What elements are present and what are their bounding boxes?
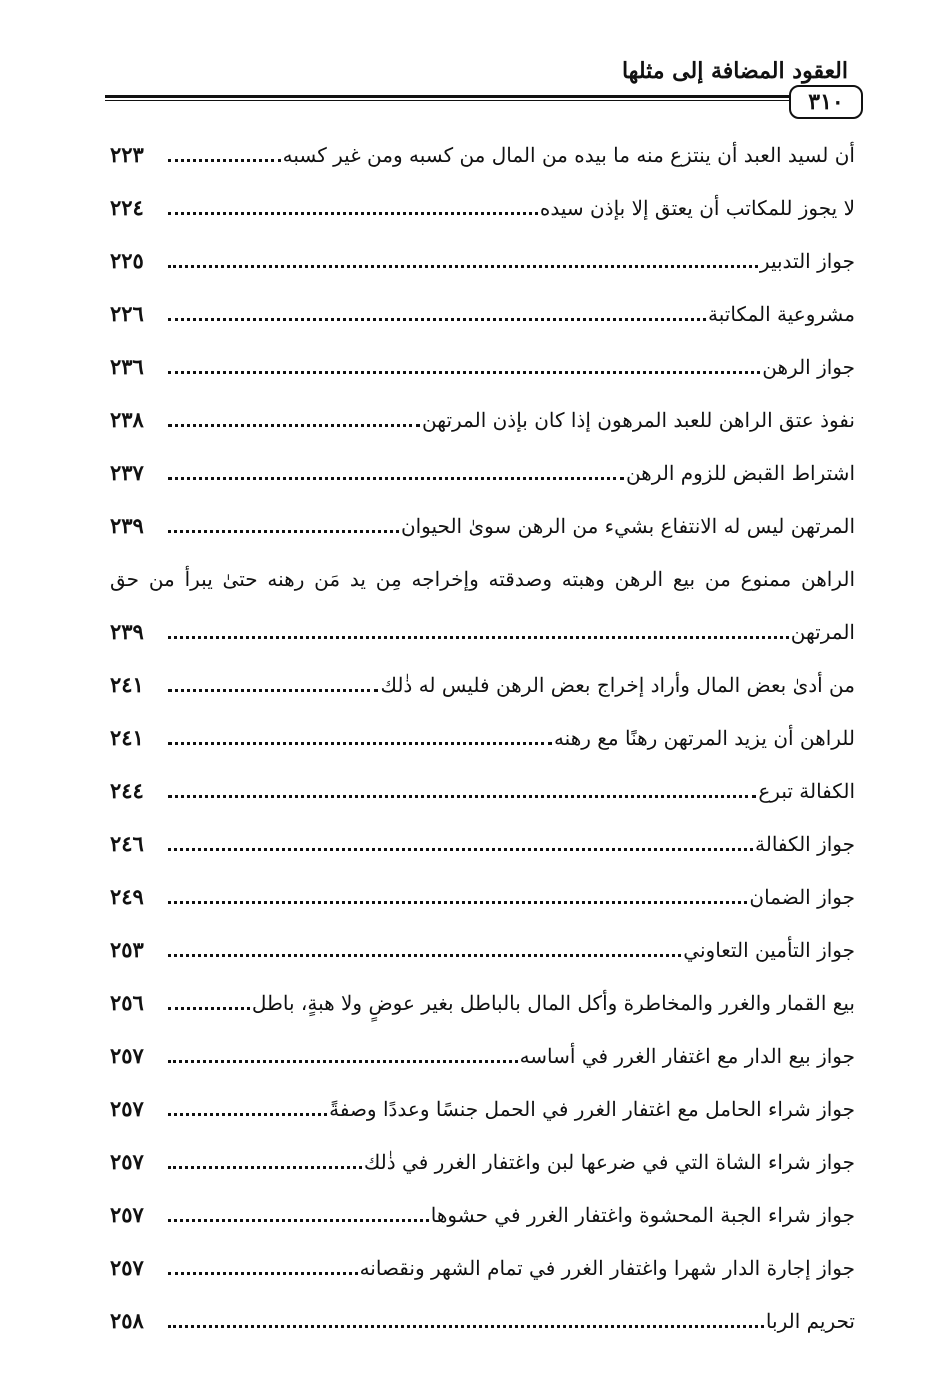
toc-entry-title: الكفالة تبرع: [758, 778, 855, 803]
toc-entry-title: من أدىٰ بعض المال وأراد إخراج بعض الرهن فليس له ذٰلك: [380, 672, 855, 697]
toc-entry: [110, 128, 855, 181]
toc-entry-page: ٢٢٥: [110, 248, 144, 273]
dot-leader: [168, 530, 399, 533]
toc-entry-page: ٢٣٨: [110, 407, 144, 432]
toc-entry-page: ٢٥٦: [110, 990, 144, 1015]
toc-entry-title: لا يجوز للمكاتب أن يعتق إلا بإذن سيده: [539, 195, 855, 220]
toc-entry: [110, 1029, 855, 1082]
toc-entry-title: مشروعية المكاتبة: [708, 301, 855, 326]
toc-entry: [110, 287, 855, 340]
toc-entry-title: نفوذ عتق الراهن للعبد المرهون إذا كان بإذن المرتهن: [422, 407, 855, 432]
dot-leader: [168, 901, 747, 904]
toc-entry: [110, 234, 855, 287]
toc-entry-title: جواز الكفالة: [755, 831, 855, 856]
toc-entry-page: ٢٥٧: [110, 1043, 144, 1068]
toc-entry-title: جواز الضمان: [749, 884, 855, 909]
dot-leader: [168, 742, 552, 745]
toc-entry-title: أن لسيد العبد أن ينتزع منه ما بيده من المال من كسبه ومن غير كسبه: [282, 142, 855, 167]
running-title: العقود المضافة إلى مثلها: [621, 58, 848, 84]
toc-entry-page: ٢٤٤: [110, 778, 144, 803]
toc-entry: [110, 605, 855, 658]
toc-entry-page: ٢٤١: [110, 672, 144, 697]
toc-entry: [110, 1188, 855, 1241]
toc-entry: [110, 870, 855, 923]
toc-entry: [110, 393, 855, 446]
dot-leader: [168, 424, 420, 427]
toc-entry: [110, 446, 855, 499]
toc-entry-title: المرتهن ليس له الانتفاع بشيء من الرهن سوىٰ الحيوان: [400, 513, 855, 538]
toc-entry-page: ٢٣٦: [110, 354, 144, 379]
toc-entry-title: الراهن ممنوع من بيع الرهن وهبته وصدقته وإخراجه مِن يد مَن رهنه حتىٰ يبرأ من حق: [110, 566, 855, 591]
toc-entry: [110, 711, 855, 764]
dot-leader: [168, 848, 753, 851]
toc-entry-page: ٢٢٤: [110, 195, 144, 220]
toc-entry-title: بيع القمار والغرر والمخاطرة وأكل المال بالباطل بغير عوضٍ ولا هبةٍ، باطل: [251, 990, 855, 1015]
toc-entry-page: ٢٥٧: [110, 1255, 144, 1280]
toc-entry-page: ٢٢٦: [110, 301, 144, 326]
table-of-contents: [110, 128, 855, 1347]
header-rule: [105, 95, 848, 98]
toc-entry-title: جواز شراء الجبة المحشوة واغتفار الغرر في حشوها: [430, 1202, 855, 1227]
toc-entry-page: ٢٥٧: [110, 1202, 144, 1227]
toc-entry-title: للراهن أن يزيد المرتهن رهنًا مع رهنه: [553, 725, 855, 750]
dot-leader: [168, 212, 538, 215]
dot-leader: [168, 1166, 362, 1169]
toc-entry-title: جواز التأمين التعاوني: [683, 937, 855, 962]
dot-leader: [168, 689, 378, 692]
header-rule-thin: [105, 100, 848, 101]
dot-leader: [168, 318, 706, 321]
toc-entry: [110, 817, 855, 870]
toc-entry-title: جواز بيع الدار مع اغتفار الغرر في أساسه: [519, 1043, 855, 1068]
dot-leader: [168, 159, 281, 162]
toc-entry-page: ٢٤١: [110, 725, 144, 750]
toc-entry-page: ٢٥٨: [110, 1308, 144, 1333]
dot-leader: [168, 1060, 518, 1063]
toc-entry: [110, 923, 855, 976]
dot-leader: [168, 1272, 358, 1275]
toc-entry: [110, 1082, 855, 1135]
toc-entry-title: جواز التدبير: [759, 248, 855, 273]
dot-leader: [168, 954, 681, 957]
toc-entry: [110, 976, 855, 1029]
toc-entry: [110, 764, 855, 817]
toc-entry-page: ٢٢٣: [110, 142, 144, 167]
dot-leader: [168, 795, 756, 798]
toc-entry-page: ٢٣٩: [110, 619, 144, 644]
toc-entry-title: جواز شراء الحامل مع اغتفار الغرر في الحمل جنسًا وعددًا وصفةً: [329, 1096, 855, 1121]
toc-entry: [110, 1294, 855, 1347]
toc-entry-title: جواز إجارة الدار شهرا واغتفار الغرر في تمام الشهر ونقصانه: [359, 1255, 855, 1280]
toc-entry-page: ٢٥٧: [110, 1096, 144, 1121]
toc-entry: [110, 499, 855, 552]
toc-entry-page: ٢٤٩: [110, 884, 144, 909]
dot-leader: [168, 477, 624, 480]
toc-entry: [110, 552, 855, 605]
toc-entry: [110, 340, 855, 393]
toc-entry-title: جواز شراء الشاة التي في ضرعها لبن واغتفار الغرر في ذٰلك: [363, 1149, 855, 1174]
dot-leader: [168, 1325, 764, 1328]
toc-entry-title: اشتراط القبض للزوم الرهن: [625, 460, 855, 485]
toc-entry: [110, 1135, 855, 1188]
dot-leader: [168, 1113, 327, 1116]
toc-entry: [110, 181, 855, 234]
dot-leader: [168, 371, 760, 374]
toc-entry-page: ٢٥٧: [110, 1149, 144, 1174]
toc-entry: [110, 1241, 855, 1294]
toc-entry-title: تحريم الربا: [765, 1308, 855, 1333]
toc-entry-page: ٢٥٣: [110, 937, 144, 962]
toc-entry: [110, 658, 855, 711]
toc-entry-title: المرتهن: [790, 619, 855, 644]
dot-leader: [168, 265, 758, 268]
dot-leader: [168, 636, 789, 639]
toc-entry-page: ٢٣٩: [110, 513, 144, 538]
toc-entry-title: جواز الرهن: [762, 354, 855, 379]
dot-leader: [168, 1007, 250, 1010]
page-number: ٣١٠: [789, 85, 863, 119]
dot-leader: [168, 1219, 429, 1222]
toc-entry-page: ٢٣٧: [110, 460, 144, 485]
toc-entry-page: ٢٤٦: [110, 831, 144, 856]
